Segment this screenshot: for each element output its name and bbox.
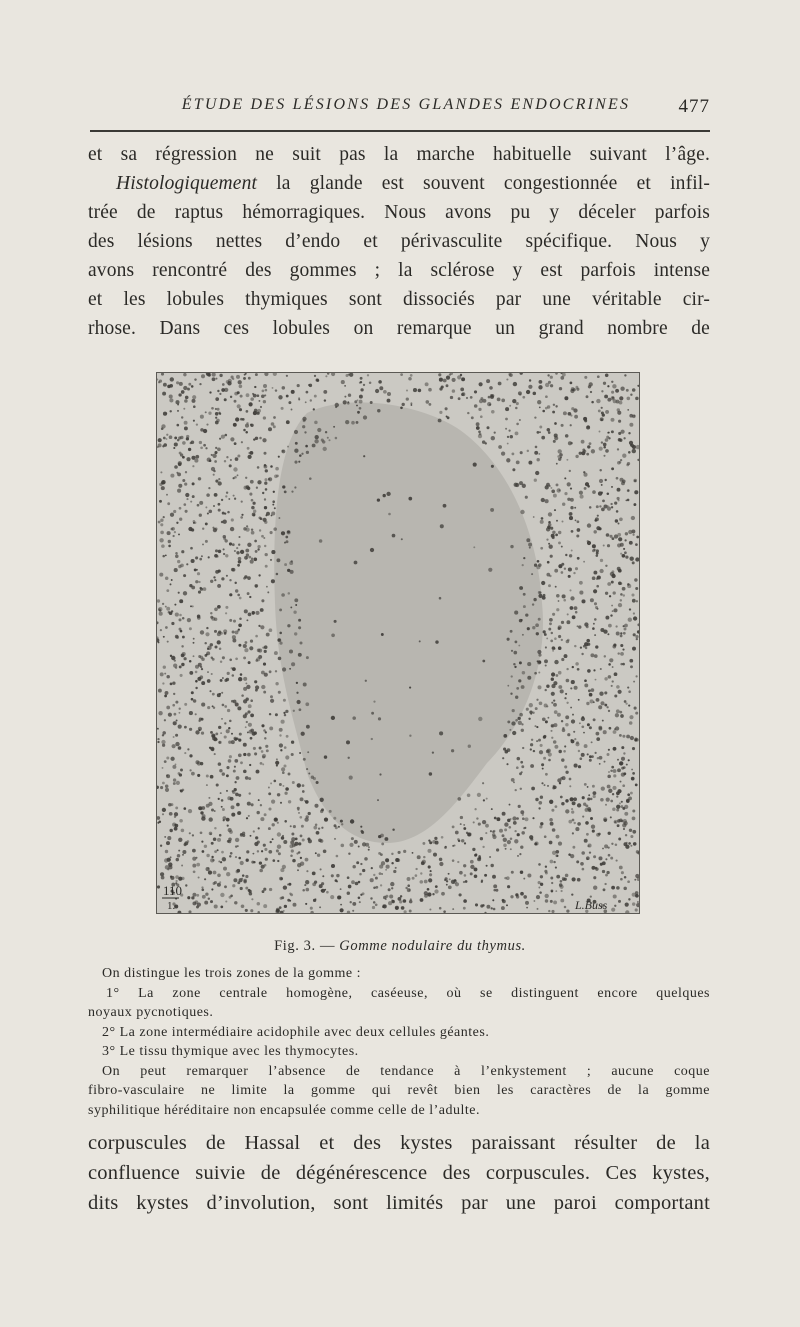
figure-legend bbox=[88, 964, 710, 1120]
figure-label: Fig. 3. — bbox=[274, 938, 340, 954]
legend-line: On distingue les trois zones de la gomme : bbox=[102, 966, 361, 981]
text-line: confluence suivie de dégénérescence des corpuscules. Ces kystes, bbox=[88, 1162, 710, 1184]
legend-line: noyaux pycnotiques. bbox=[88, 1005, 214, 1020]
scale-sub: 1. bbox=[167, 900, 176, 912]
micrograph-illustration bbox=[157, 373, 639, 913]
text-line: trée de raptus hémorragiques. Nous avons pu y déceler parfois bbox=[88, 202, 710, 223]
legend-line: On peut remarquer l’absence de tendance à l’enkystement ; aucune coque bbox=[102, 1063, 710, 1079]
text-line: corpuscules de Hassal et des kystes paraissant résulter de la bbox=[88, 1132, 710, 1154]
figure-caption bbox=[0, 938, 800, 955]
text-line: et les lobules thymiques sont dissociés par une véritable cir- bbox=[88, 289, 710, 310]
legend-line: 2° La zone intermédiaire acidophile avec deux cellules géantes. bbox=[102, 1024, 490, 1040]
text-line: et sa régression ne suit pas la marche habituelle suivant l’âge. bbox=[88, 144, 710, 165]
body-paragraph-bottom bbox=[88, 1128, 710, 1218]
running-title: ÉTUDE DES LÉSIONS DES GLANDES ENDOCRINES bbox=[181, 96, 631, 113]
text-line bbox=[88, 169, 710, 198]
text-line: rhose. Dans ces lobules on remarque un grand nombre de bbox=[88, 318, 710, 339]
figure-title: Gomme nodulaire du thymus. bbox=[339, 938, 526, 954]
text-line: dits kystes d’involution, sont limités par une paroi comportant bbox=[88, 1192, 710, 1214]
running-header bbox=[90, 96, 710, 120]
italic-term: Histologiquement bbox=[116, 173, 258, 194]
legend-line: syphilitique héréditaire non encapsulée comme celle de l’adulte. bbox=[88, 1102, 480, 1118]
page-number: 477 bbox=[678, 96, 710, 117]
scale-label: 110 bbox=[163, 883, 183, 898]
micrograph-figure bbox=[156, 372, 640, 914]
legend-line: 3° Le tissu thymique avec les thymocytes. bbox=[102, 1044, 359, 1059]
body-paragraph-top bbox=[88, 140, 710, 343]
artist-signature: L.Buss bbox=[575, 898, 608, 912]
text-line: avons rencontré des gommes ; la sclérose y est parfois intense bbox=[88, 260, 710, 281]
header-rule bbox=[90, 130, 710, 132]
text-span: la glande est souvent congestionnée et infil- bbox=[257, 173, 710, 194]
text-line: des lésions nettes d’endo et périvasculite spécifique. Nous y bbox=[88, 231, 710, 252]
legend-line: fibro-vasculaire ne limite la gomme qui revêt bien les caractères de la gomme bbox=[88, 1083, 710, 1098]
legend-line: 1° La zone centrale homogène, caséeuse, où se distinguent encore quelques bbox=[106, 985, 710, 1001]
